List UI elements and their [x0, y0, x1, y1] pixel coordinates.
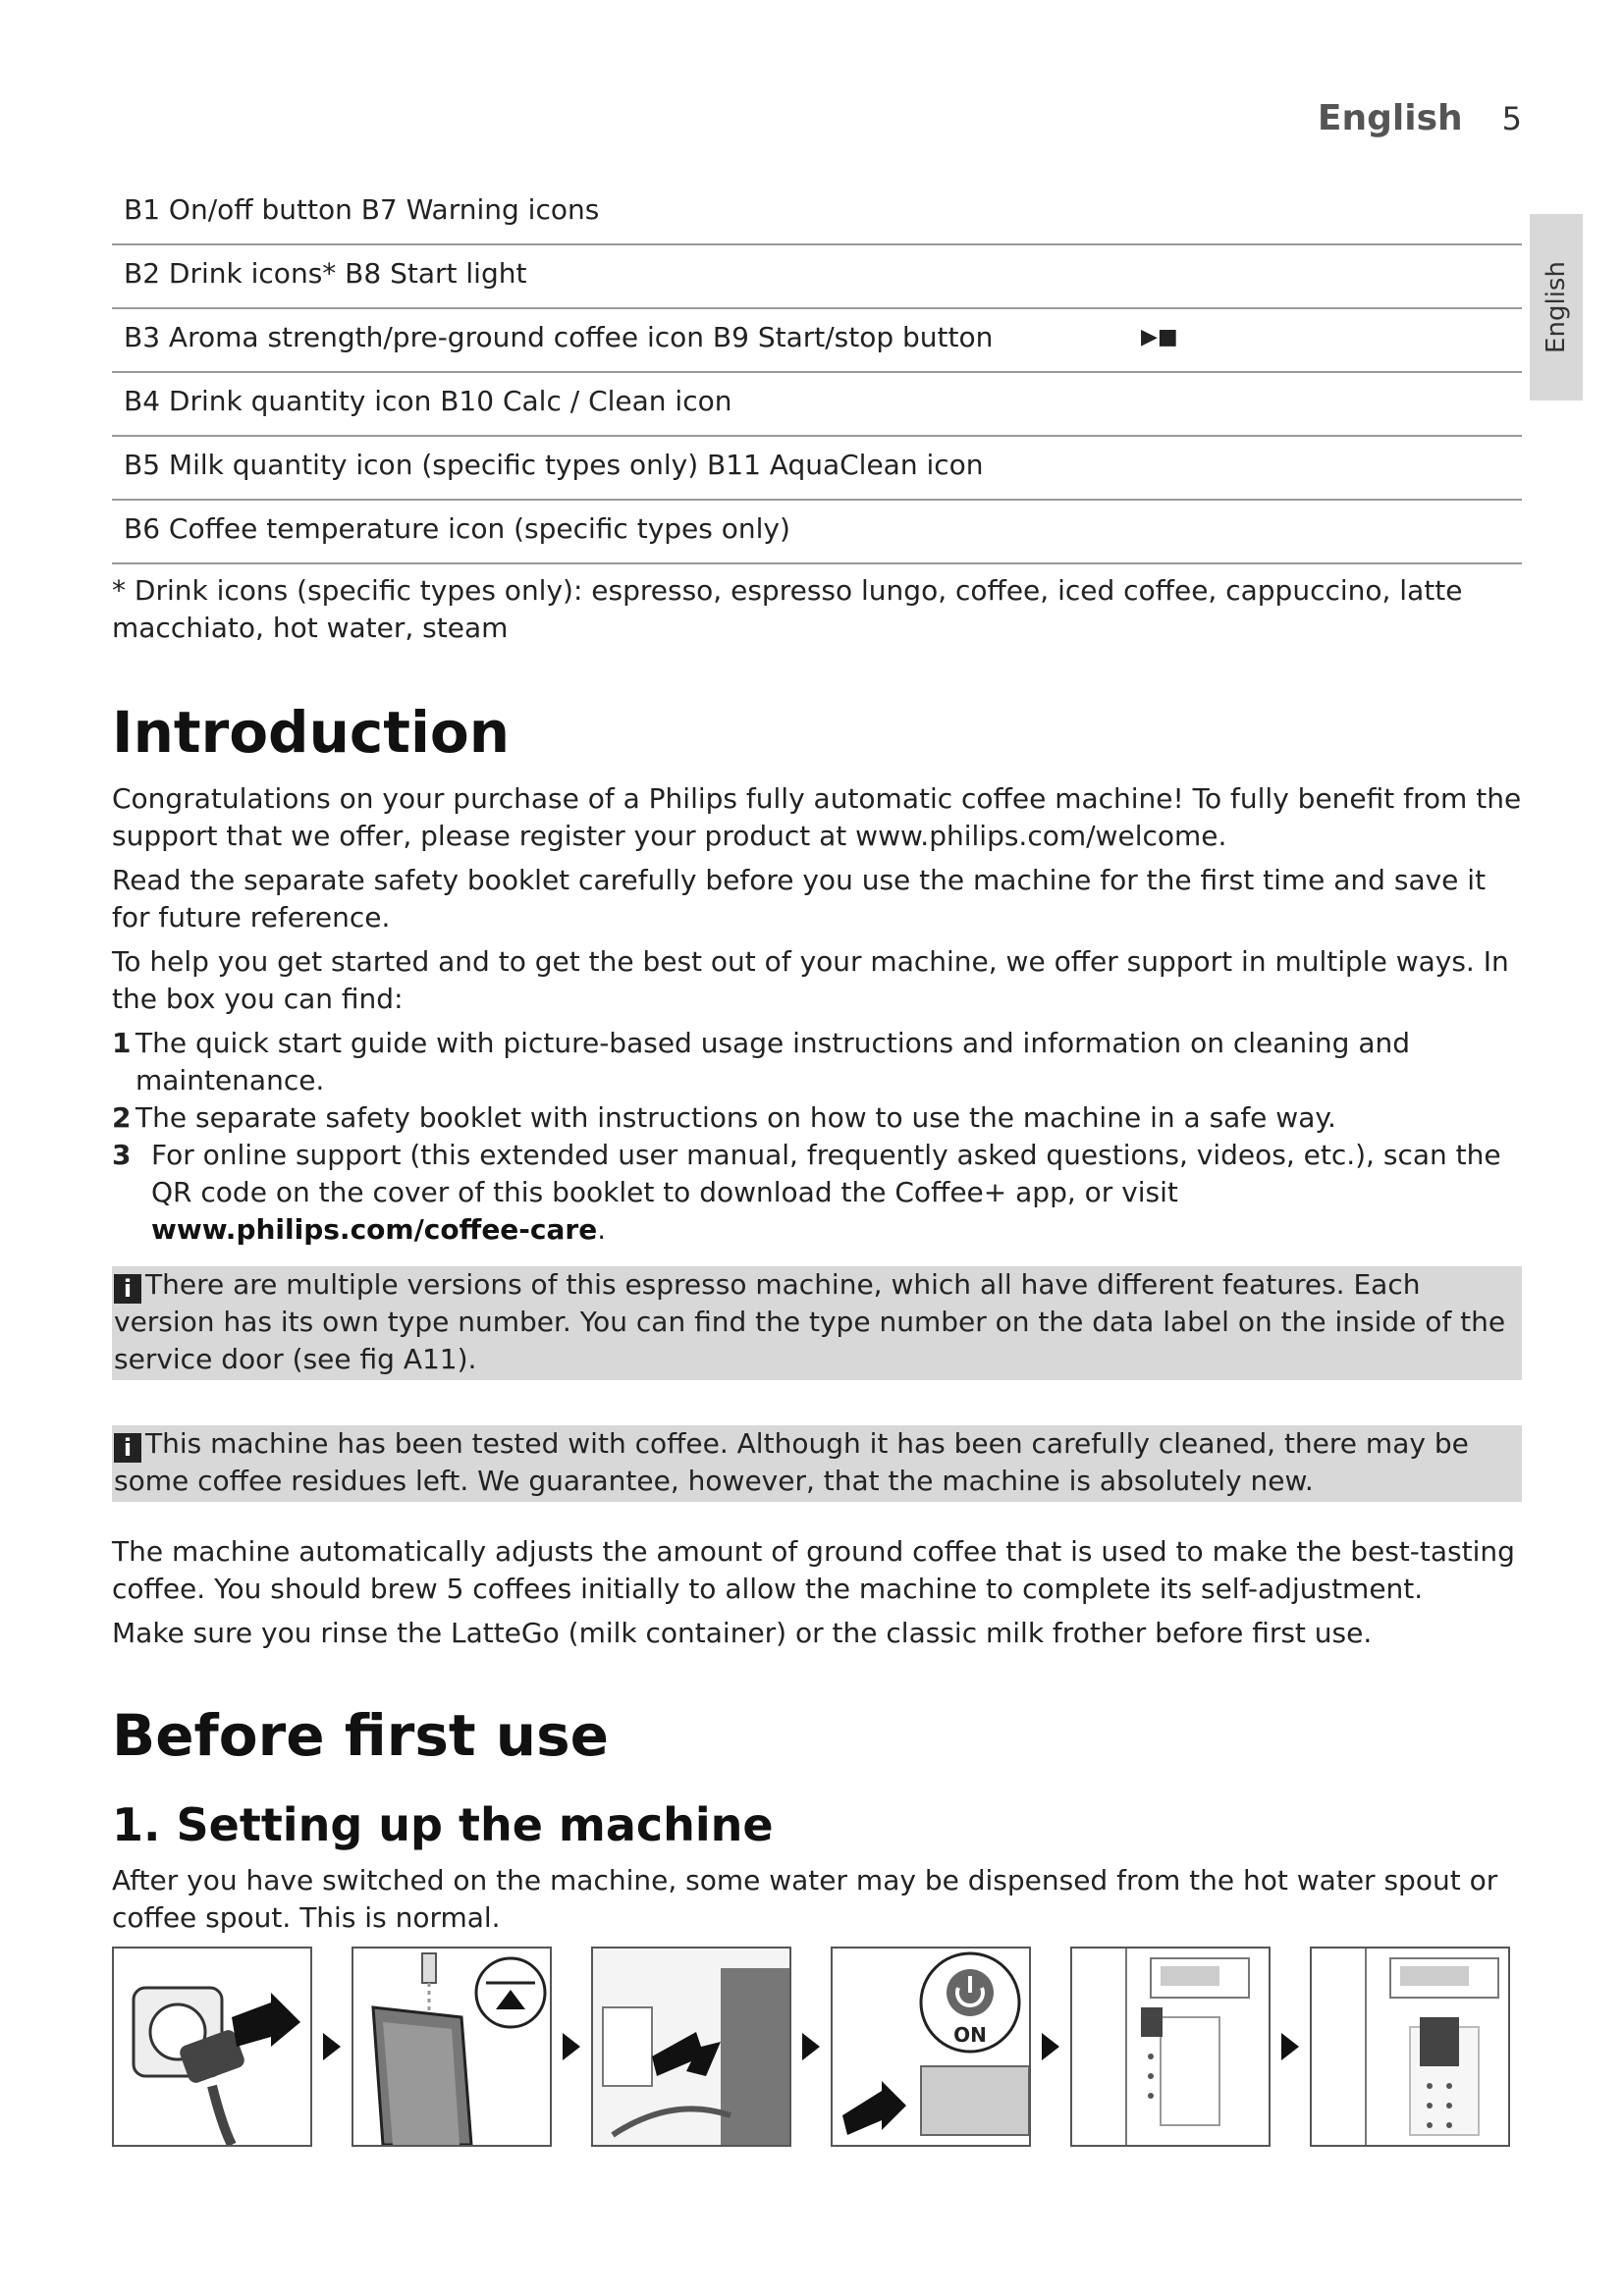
- info-icon: i: [114, 1433, 141, 1463]
- coffee-spout-icon: [1072, 1949, 1269, 2145]
- legend-text: B4 Drink quantity icon B10 Calc / Clean icon: [124, 385, 732, 417]
- water-tank-icon: [353, 1949, 550, 2145]
- intro-paragraph: Congratulations on your purchase of a Philips fully automatic coffee machine! To fully benefit from the support that we offer, please register your product at www.philips.com/welcome.: [112, 782, 1522, 852]
- plug-icon: [114, 1949, 310, 2145]
- step-plug-in: [112, 1947, 312, 2147]
- step-fill-water-tank: [352, 1947, 552, 2147]
- control-panel-legend: [112, 182, 1522, 564]
- info-icon: i: [114, 1274, 141, 1304]
- list-text: [151, 1137, 1522, 1249]
- setup-paragraph: After you have switched on the machine, some water may be dispensed from the hot water spout or coffee spout. This is normal.: [112, 1864, 1498, 1934]
- list-text-body: For online support (this extended user manual, frequently asked questions, videos, etc.), scan the QR code on the cover of this booklet to download the Coffee+ app, or visit: [151, 1139, 1501, 1208]
- step-dispense-water: [1070, 1947, 1271, 2147]
- setting-up-heading: 1. Setting up the machine: [112, 1798, 774, 1851]
- language-side-tab: [1530, 214, 1583, 400]
- legend-text: B5 Milk quantity icon (specific types only) B11 AquaClean icon: [124, 449, 984, 481]
- list-number: 3: [112, 1139, 132, 1171]
- support-list: [112, 1025, 1522, 1249]
- intro-paragraph: To help you get started and to get the best out of your machine, we offer support in multiple ways. In the box you can find:: [112, 945, 1509, 1015]
- legend-row: [112, 245, 1522, 309]
- coffee-care-link[interactable]: www.philips.com/coffee-care: [151, 1213, 598, 1246]
- step-arrow-icon: [552, 2033, 591, 2060]
- info-note: [112, 1425, 1522, 1502]
- list-item: [112, 1025, 1522, 1099]
- list-item: [112, 1137, 1522, 1249]
- step-arrow-icon: [1271, 2033, 1310, 2060]
- introduction-heading: Introduction: [112, 699, 510, 766]
- list-item: [112, 1099, 1522, 1137]
- on-label: ON: [953, 2023, 987, 2047]
- intro-paragraph: The machine automatically adjusts the amount of ground coffee that is used to make the best-tasting coffee. You should brew 5 coffees initially to allow the machine to complete its self-adjustment.: [112, 1535, 1515, 1605]
- legend-text: B1 On/off button B7 Warning icons: [124, 193, 600, 226]
- hot-water-spout-icon: [1312, 1949, 1508, 2145]
- step-switch-on: [831, 1947, 1031, 2147]
- legend-text: B6 Coffee temperature icon (specific types only): [124, 512, 790, 545]
- note-text: There are multiple versions of this espresso machine, which all have different features. Each version has its own type number. You can find the type number on the data label on the inside of the service door (see fig A11).: [114, 1268, 1506, 1375]
- before-first-use-heading: Before first use: [112, 1702, 609, 1769]
- note-text: This machine has been tested with coffee. Although it has been carefully cleaned, there may be some coffee residues left. We guarantee, however, that the machine is absolutely new.: [114, 1427, 1469, 1497]
- intro-paragraph: Read the separate safety booklet carefully before you use the machine for the first time and save it for future reference.: [112, 864, 1487, 934]
- step-arrow-icon: [312, 2033, 352, 2060]
- side-tab-label: English: [1542, 261, 1572, 353]
- list-number: 1: [112, 1027, 132, 1059]
- page-content: [112, 182, 1522, 2147]
- header-language: English: [1317, 98, 1463, 138]
- power-button-icon: [833, 1949, 1029, 2145]
- machine-insert-icon: [593, 1949, 789, 2145]
- step-arrow-icon: [791, 2033, 831, 2060]
- legend-text: B2 Drink icons* B8 Start light: [124, 257, 527, 290]
- legend-text: B3 Aroma strength/pre-ground coffee icon B9 Start/stop button: [124, 321, 994, 353]
- page-header: [1318, 98, 1522, 138]
- info-note: [112, 1266, 1522, 1380]
- step-insert-tank: [591, 1947, 791, 2147]
- setup-steps-illustration: [112, 1947, 1522, 2147]
- legend-row: [112, 182, 1522, 245]
- play-pause-icon: ▶■: [1141, 325, 1178, 349]
- legend-row: [112, 373, 1522, 437]
- intro-paragraph: Make sure you rinse the LatteGo (milk container) or the classic milk frother before first use.: [112, 1617, 1373, 1649]
- step-dispense-coffee: [1310, 1947, 1510, 2147]
- legend-row: [112, 309, 1522, 373]
- drink-icons-footnote: * Drink icons (specific types only): espresso, espresso lungo, coffee, iced coffee, cappuccino, latte macchiato, hot water, steam: [112, 574, 1463, 644]
- step-arrow-icon: [1031, 2033, 1070, 2060]
- list-text-tail: .: [597, 1213, 607, 1246]
- list-text: The quick start guide with picture-based usage instructions and information on cleaning and maintenance.: [135, 1027, 1411, 1096]
- legend-row: [112, 437, 1522, 501]
- legend-row: [112, 501, 1522, 564]
- list-number: 2: [112, 1101, 132, 1134]
- list-text: The separate safety booklet with instructions on how to use the machine in a safe way.: [135, 1101, 1336, 1134]
- page-number: 5: [1501, 100, 1522, 137]
